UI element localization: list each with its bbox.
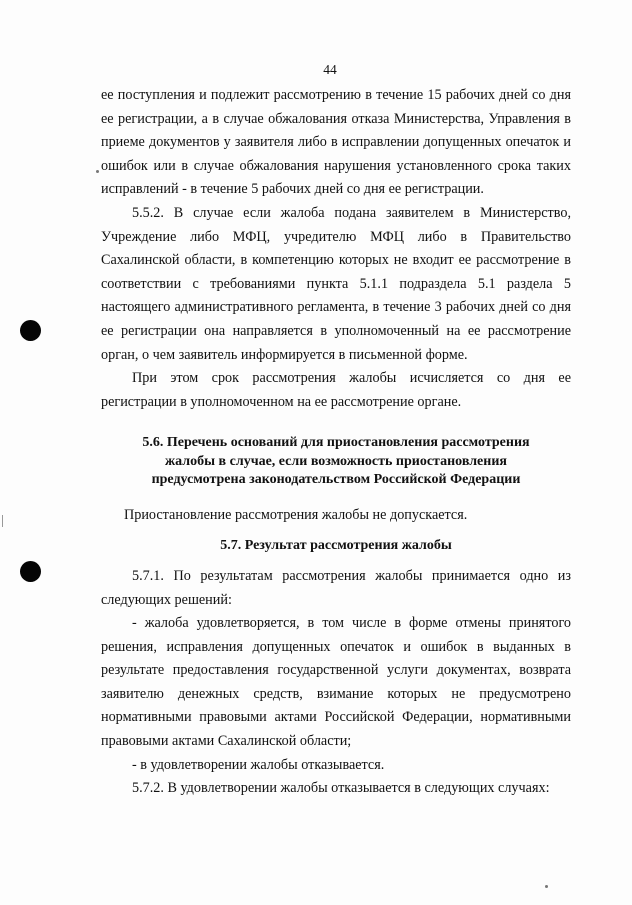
paragraph-deadline-calculation: При этом срок рассмотрения жалобы исчисляется со дня ее регистрации в уполномоченном на ее рассмотрение органе.: [101, 370, 571, 410]
section-spacer: [101, 414, 571, 434]
scan-speck: [96, 170, 99, 173]
paragraph-5-7-2: 5.7.2. В удовлетворении жалобы отказывается в следующих случаях:: [132, 780, 550, 797]
section-heading-5-7: 5.7. Результат рассмотрения жалобы: [220, 538, 452, 554]
scan-edge-mark: [2, 515, 3, 527]
section-spacer: [101, 527, 571, 537]
paragraph-suspension-not-allowed: Приостановление рассмотрения жалобы не допускается.: [124, 506, 468, 523]
section-spacer: [101, 556, 571, 565]
section-heading-5-6-line-2: жалобы в случае, если возможность приостановления: [165, 453, 507, 469]
binder-hole-mark: [20, 320, 41, 341]
page-number: 44: [323, 62, 337, 77]
section-heading-5-6-line-1: 5.6. Перечень оснований для приостановления рассмотрения: [142, 435, 530, 451]
page-content: [101, 84, 571, 801]
paragraph-5-5-2: 5.5.2. В случае если жалоба подана заявителем в Министерство, Учреждение либо МФЦ, учредителю МФЦ либо в Правительство Сахалинской области, в компетенцию которых не входит ее рассмотрение в соответствии с требованиями пункта 5.1.1 подраздела 5.1 раздела 5 настоящего административного регламента, в течение 3 рабочих дней со дня ее регистрации она направляется в уполномоченный на ее рассмотрение орган, о чем заявитель информируется в письменной форме.: [101, 204, 571, 363]
section-spacer: [101, 490, 571, 504]
binder-hole-mark: [20, 561, 41, 582]
paragraph-deadline-continuation: ее поступления и подлежит рассмотрению в течение 15 рабочих дней со дня ее регистрации, а в случае обжалования отказа Министерства, Управления в приеме документов у заявителя либо в исправлении допущенных опечаток и ошибок или в случае обжалования нарушения установленного срока таких исправлений - в течение 5 рабочих дней со дня ее регистрации.: [101, 87, 571, 198]
paragraph-5-7-1: 5.7.1. По результатам рассмотрения жалобы принимается одно из следующих решений:: [101, 567, 571, 608]
scan-speck: [545, 885, 548, 888]
section-heading-5-6-line-3: предусмотрена законодательством Российской Федерации: [151, 472, 521, 488]
paragraph-complaint-satisfied: - жалоба удовлетворяется, в том числе в форме отмены принятого решения, исправления допущенных опечаток и ошибок в выданных в результате предоставления государственной услуги документах, возврата заявителю денежных средств, взимание которых не предусмотрено нормативными правовыми актами Российской Федерации, нормативными правовыми актами Сахалинской области;: [101, 615, 571, 750]
section-heading-5-6: [101, 434, 571, 490]
paragraph-complaint-rejected: - в удовлетворении жалобы отказывается.: [132, 756, 385, 773]
